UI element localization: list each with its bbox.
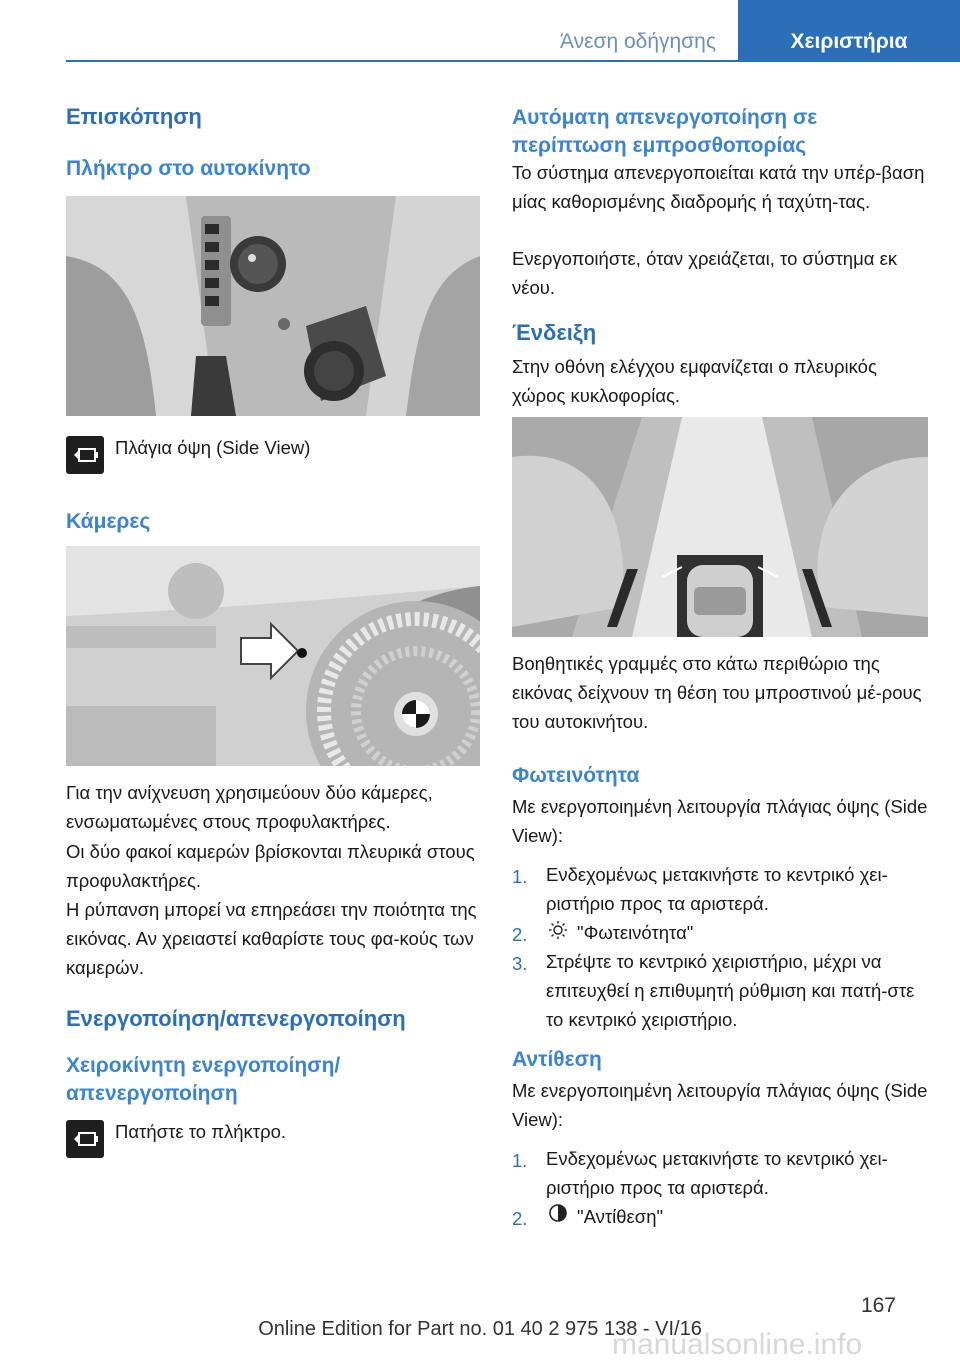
sun-icon: [548, 920, 568, 940]
contrast-step-2-number: 2.: [512, 1208, 528, 1229]
camera-location-figure: [66, 546, 480, 766]
side-view-button-icon: [66, 436, 104, 474]
side-view-display-figure: [512, 417, 928, 637]
activate-heading: Ενεργοποίηση/απενεργοποίηση: [66, 1006, 406, 1031]
brightness-subheading: Φωτεινότητα: [512, 764, 640, 787]
header-rule: [66, 60, 960, 62]
edition-line: Online Edition for Part no. 01 40 2 975 138 - VI/16: [258, 1318, 702, 1340]
brightness-step-3-number: 3.: [512, 953, 528, 974]
display-caption: Βοηθητικές γραμμές στο κάτω περιθώριο της εικόνας δείχνουν τη θέση του μπροστινού μέ-ρους του αυτοκινήτου.: [512, 653, 922, 732]
contrast-icon: [548, 1203, 568, 1223]
brightness-intro: Με ενεργοποιημένη λειτουργία πλάγιας όψης (Side View):: [512, 796, 928, 846]
watermark: manualsonline.info: [612, 1328, 863, 1361]
brightness-step-2-text: "Φωτεινότητα": [577, 922, 694, 943]
brightness-step-1-number: 1.: [512, 866, 528, 887]
contrast-step-1-text: Ενδεχομένως μετακινήστε το κεντρικό χει-ριστήριο προς τα αριστερά.: [546, 1148, 888, 1198]
brightness-step-1-text: Ενδεχομένως μετακινήστε το κεντρικό χει-ριστήριο προς τα αριστερά.: [546, 864, 888, 914]
button-console-figure: [66, 196, 480, 416]
overview-heading: Επισκόπηση: [66, 104, 202, 129]
button-subheading: Πλήκτρο στο αυτοκίνητο: [66, 157, 311, 180]
button-caption: Πλάγια όψη (Side View): [115, 437, 311, 458]
chapter-tab: Χειριστήρια: [738, 0, 960, 62]
manual-subheading: Χειροκίνητη ενεργοποίηση/ απενεργοποίηση: [66, 1054, 341, 1105]
manual-text: Πατήστε το πλήκτρο.: [115, 1121, 287, 1142]
page-number: 167: [860, 1294, 896, 1317]
display-paragraph: Στην οθόνη ελέγχου εμφανίζεται ο πλευρικός χώρος κυκλοφορίας.: [512, 356, 877, 406]
side-view-button-icon-2: [66, 1120, 104, 1158]
brightness-step-2-number: 2.: [512, 924, 528, 945]
auto-paragraph-2: Ενεργοποιήστε, όταν χρειάζεται, το σύστημα εκ νέου.: [512, 248, 898, 298]
contrast-step-2-text: "Αντίθεση": [577, 1206, 664, 1227]
cameras-paragraph-1: Για την ανίχνευση χρησιμεύουν δύο κάμερες, ενσωματωμένες στους προφυλακτήρες.: [66, 782, 433, 832]
cameras-paragraph-3: Η ρύπανση μπορεί να επηρεάσει την ποιότητα της εικόνας. Αν χρειαστεί καθαρίστε τους φα-κούς των καμερών.: [66, 899, 477, 978]
section-tab: Άνεση οδήγησης: [560, 30, 716, 53]
auto-off-subheading: Αυτόματη απενεργοποίηση σε περίπτωση εμπροσθοπορίας: [512, 106, 818, 157]
cameras-subheading: Κάμερες: [66, 510, 151, 533]
contrast-subheading: Αντίθεση: [512, 1048, 602, 1071]
brightness-step-3-text: Στρέψτε το κεντρικό χειριστήριο, μέχρι να επιτευχθεί η επιθυμητή ρύθμιση και πατή-στε το κεντρικό χειριστήριο.: [546, 951, 915, 1030]
auto-paragraph-1: Το σύστημα απενεργοποιείται κατά την υπέρ-βαση μίας καθορισμένης διαδρομής ή ταχύτη-τας.: [512, 162, 925, 212]
contrast-intro: Με ενεργοποιημένη λειτουργία πλάγιας όψης (Side View):: [512, 1080, 928, 1130]
contrast-step-1-number: 1.: [512, 1150, 528, 1171]
cameras-paragraph-2: Οι δύο φακοί καμερών βρίσκονται πλευρικά στους προφυλακτήρες.: [66, 841, 475, 891]
display-heading: Ένδειξη: [512, 320, 597, 345]
